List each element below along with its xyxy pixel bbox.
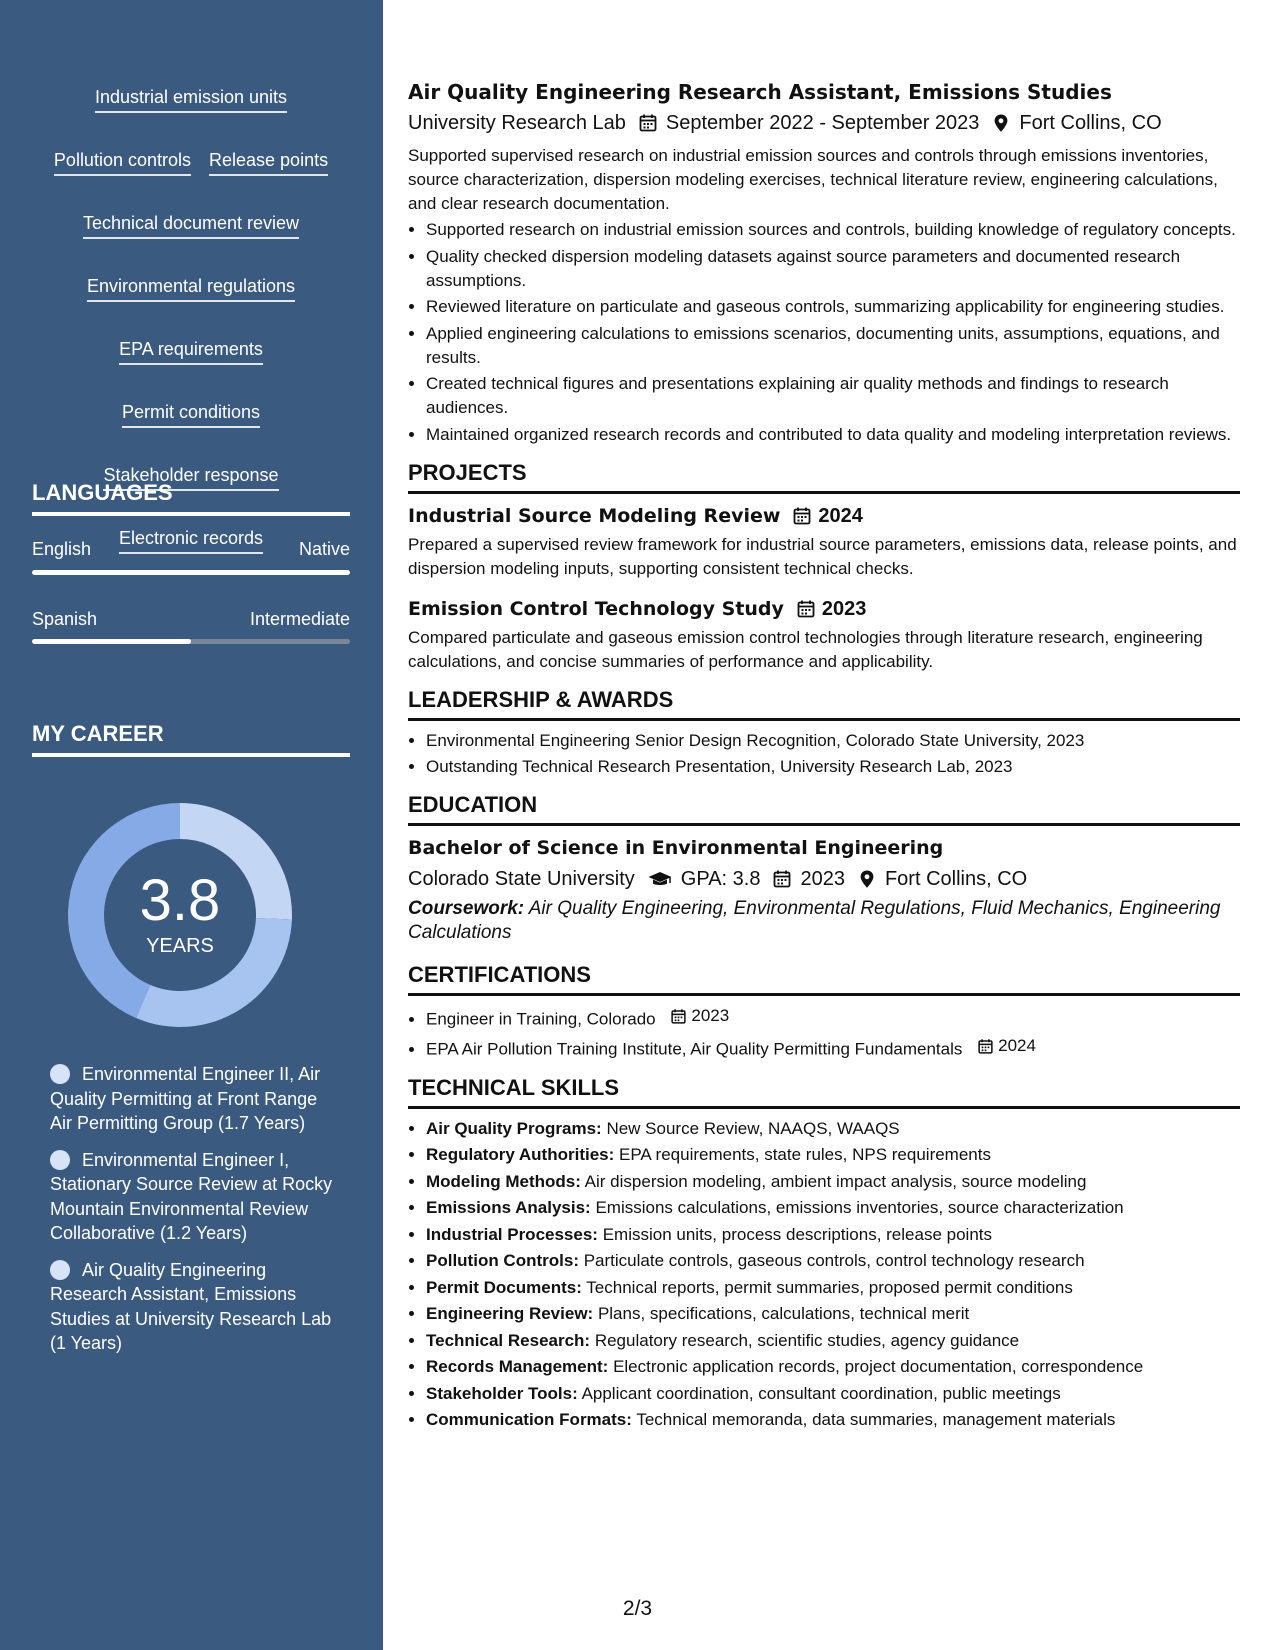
language-level: Intermediate — [249, 609, 350, 629]
job-bullet: • Reviewed literature on particulate and gaseous controls, summarizing applicability for engineering studies. — [426, 295, 1240, 319]
graduation-cap-icon — [647, 869, 673, 889]
graduation-year: 2023 — [800, 868, 845, 890]
job-title: Air Quality Engineering Research Assistant, Emissions Studies — [408, 80, 1112, 104]
skill-tag: EPA requirements — [119, 338, 263, 365]
gpa: GPA: 3.8 — [680, 868, 761, 890]
career-total-years: 3.8 — [139, 868, 221, 933]
awards-heading: LEADERSHIP & AWARDS — [408, 686, 1240, 721]
certification-year: 2024 — [998, 1036, 1036, 1055]
skill-value: Applicant coordination, consultant coordination, public meetings — [581, 1383, 1061, 1403]
project-title-row — [408, 502, 1240, 530]
skill-item — [426, 1223, 1240, 1247]
skill-tag: Electronic records — [119, 527, 263, 554]
sidebar — [0, 0, 383, 1650]
coursework-label: Coursework: — [408, 898, 525, 919]
job-meta — [408, 109, 1240, 137]
school-name: Colorado State University — [408, 868, 635, 890]
career-item-text: Air Quality Engineering Research Assistant, Emissions Studies at University Research Lab (1 Years) — [50, 1259, 332, 1353]
language-level: Native — [298, 539, 350, 559]
skill-item — [426, 1196, 1240, 1220]
skill-label: Regulatory Authorities: — [426, 1145, 615, 1164]
technical-skills-heading: TECHNICAL SKILLS — [408, 1074, 1240, 1109]
job-bullets — [408, 218, 1240, 447]
calendar-icon — [670, 1008, 687, 1025]
language-proficiency-fill — [32, 639, 191, 644]
career-list — [50, 1062, 340, 1368]
degree-title: Bachelor of Science in Environmental Engineering — [408, 837, 944, 859]
calendar-icon — [977, 1038, 994, 1055]
career-item — [50, 1258, 340, 1356]
certification-name: EPA Air Pollution Training Institute, Air Quality Permitting Fundamentals — [426, 1039, 963, 1059]
skill-label: Stakeholder Tools: — [426, 1383, 578, 1403]
career-heading: MY CAREER — [32, 721, 350, 757]
page-number: 2/3 — [622, 1597, 653, 1620]
education-meta — [408, 865, 1240, 893]
calendar-icon — [772, 869, 792, 889]
career-item-text: Environmental Engineer I, Stationary Source Review at Rocky Mountain Environmental Review Collaborative (1.2 Years) — [50, 1149, 333, 1243]
language-proficiency-fill — [32, 570, 350, 575]
skill-value: Regulatory research, scientific studies, agency guidance — [594, 1330, 1020, 1350]
certifications-list — [408, 1004, 1240, 1062]
certification-item — [426, 1004, 1240, 1032]
skill-label: Permit Documents: — [426, 1277, 582, 1297]
languages-heading: LANGUAGES — [32, 480, 350, 516]
skill-label: Technical Research: — [426, 1330, 591, 1350]
job-org: University Research Lab — [408, 112, 626, 134]
skill-value: Electronic application records, project documentation, correspondence — [613, 1357, 1144, 1376]
skill-value: Emissions calculations, emissions inventories, source characterization — [595, 1198, 1124, 1217]
skill-tag: Pollution controls — [54, 149, 191, 176]
legend-dot-icon — [50, 1260, 70, 1280]
career-item — [50, 1148, 340, 1246]
career-item — [50, 1062, 340, 1136]
skill-value: Plans, specifications, calculations, technical merit — [597, 1304, 970, 1323]
projects-heading: PROJECTS — [408, 459, 1240, 494]
career-years-label: YEARS — [146, 935, 214, 957]
skill-item — [426, 1355, 1240, 1379]
skill-value: Technical memoranda, data summaries, management materials — [636, 1410, 1116, 1429]
language-proficiency-bar — [32, 570, 350, 575]
skill-tag: Permit conditions — [122, 401, 260, 428]
award-item: • Outstanding Technical Research Presentation, University Research Lab, 2023 — [426, 755, 1240, 779]
skill-label: Records Management: — [426, 1357, 609, 1376]
skill-label: Engineering Review: — [426, 1304, 594, 1323]
skill-value: Air dispersion modeling, ambient impact analysis, source modeling — [584, 1171, 1087, 1191]
project-description: Prepared a supervised review framework for industrial source parameters, emissions data, release points, and dispersion modeling inputs, supporting consistent technical checks. — [408, 534, 1237, 578]
legend-dot-icon — [50, 1150, 70, 1170]
career-item-text: Environmental Engineer II, Air Quality Permitting at Front Range Air Permitting Group (1.7 Years) — [50, 1064, 321, 1133]
coursework-list: Air Quality Engineering, Environmental Regulations, Fluid Mechanics, Engineering Calculations — [408, 898, 1221, 943]
project-title: Emission Control Technology Study — [408, 597, 784, 620]
job-bullet: • Created technical figures and presentations explaining air quality methods and findings to research audiences. — [426, 372, 1240, 420]
job-summary: Supported supervised research on industrial emission sources and controls through emissions inventories, source characterization, dispersion modeling exercises, technical literature review, engineering calculations, and clear research documentation. — [408, 146, 1218, 213]
education-heading: EDUCATION — [408, 791, 1240, 826]
calendar-icon — [792, 506, 812, 526]
skill-item — [426, 1408, 1240, 1432]
project-year: 2023 — [821, 597, 867, 620]
skill-value: Particulate controls, gaseous controls, control technology research — [583, 1251, 1085, 1270]
skill-value: Emission units, process descriptions, release points — [602, 1224, 992, 1244]
skill-tag: Release points — [209, 149, 328, 176]
language-name: English — [32, 539, 92, 559]
skill-item — [426, 1143, 1240, 1167]
certification-name: Engineer in Training, Colorado — [426, 1009, 656, 1029]
technical-skills-list — [408, 1117, 1240, 1433]
skill-label: Industrial Processes: — [426, 1224, 598, 1244]
skill-item — [426, 1117, 1240, 1141]
skill-label: Modeling Methods: — [426, 1171, 581, 1191]
legend-dot-icon — [50, 1064, 70, 1084]
calendar-icon — [638, 113, 658, 133]
skill-tag: Environmental regulations — [87, 275, 295, 302]
calendar-icon — [796, 599, 816, 619]
skill-item — [426, 1382, 1240, 1406]
award-item: • Environmental Engineering Senior Design Recognition, Colorado State University, 2023 — [426, 729, 1240, 753]
language-row — [32, 609, 350, 630]
job-bullet: • Applied engineering calculations to emissions scenarios, documenting units, assumptions, equations, and results. — [426, 322, 1240, 370]
skill-value: New Source Review, NAAQS, WAAQS — [606, 1118, 900, 1138]
language-name: Spanish — [32, 609, 98, 629]
skill-value: Technical reports, permit summaries, proposed permit conditions — [586, 1277, 1073, 1297]
main-content — [408, 78, 1240, 1435]
job-bullet: • Maintained organized research records and contributed to data quality and modeling interpretation reviews. — [426, 423, 1240, 447]
language-row — [32, 539, 350, 560]
skill-item — [426, 1329, 1240, 1353]
project-description: Compared particulate and gaseous emission control technologies through literature research, engineering calculations, and concise summaries of performance and applicability. — [408, 627, 1203, 671]
skill-value: EPA requirements, state rules, NPS requirements — [619, 1145, 991, 1164]
skill-label: Communication Formats: — [426, 1410, 632, 1429]
skill-item — [426, 1170, 1240, 1194]
certification-item — [426, 1034, 1240, 1062]
certifications-heading: CERTIFICATIONS — [408, 961, 1240, 996]
skill-tag: Industrial emission units — [95, 86, 287, 113]
skill-label: Air Quality Programs: — [426, 1118, 602, 1138]
project-title-row — [408, 595, 1240, 623]
skill-item — [426, 1302, 1240, 1326]
career-donut-chart — [60, 795, 300, 1035]
skill-item — [426, 1276, 1240, 1300]
job-dates: September 2022 - September 2023 — [665, 112, 980, 134]
project-title: Industrial Source Modeling Review — [408, 504, 781, 527]
map-pin-icon — [991, 113, 1011, 133]
skill-label: Emissions Analysis: — [426, 1198, 591, 1217]
job-bullet: • Quality checked dispersion modeling datasets against source parameters and documented research assumptions. — [426, 245, 1240, 293]
project-year: 2024 — [818, 504, 863, 527]
map-pin-icon — [857, 869, 877, 889]
certification-year: 2023 — [691, 1006, 730, 1025]
job-bullet: • Supported research on industrial emission sources and controls, building knowledge of regulatory concepts. — [426, 218, 1240, 242]
school-location: Fort Collins, CO — [884, 868, 1028, 890]
awards-list — [408, 729, 1240, 780]
language-proficiency-bar — [32, 639, 350, 644]
skill-label: Pollution Controls: — [426, 1251, 579, 1270]
coursework — [408, 897, 1240, 945]
job-location: Fort Collins, CO — [1019, 112, 1162, 134]
skill-tag: Stakeholder response — [103, 464, 278, 491]
skill-item — [426, 1249, 1240, 1273]
skill-tag: Technical document review — [83, 212, 299, 239]
